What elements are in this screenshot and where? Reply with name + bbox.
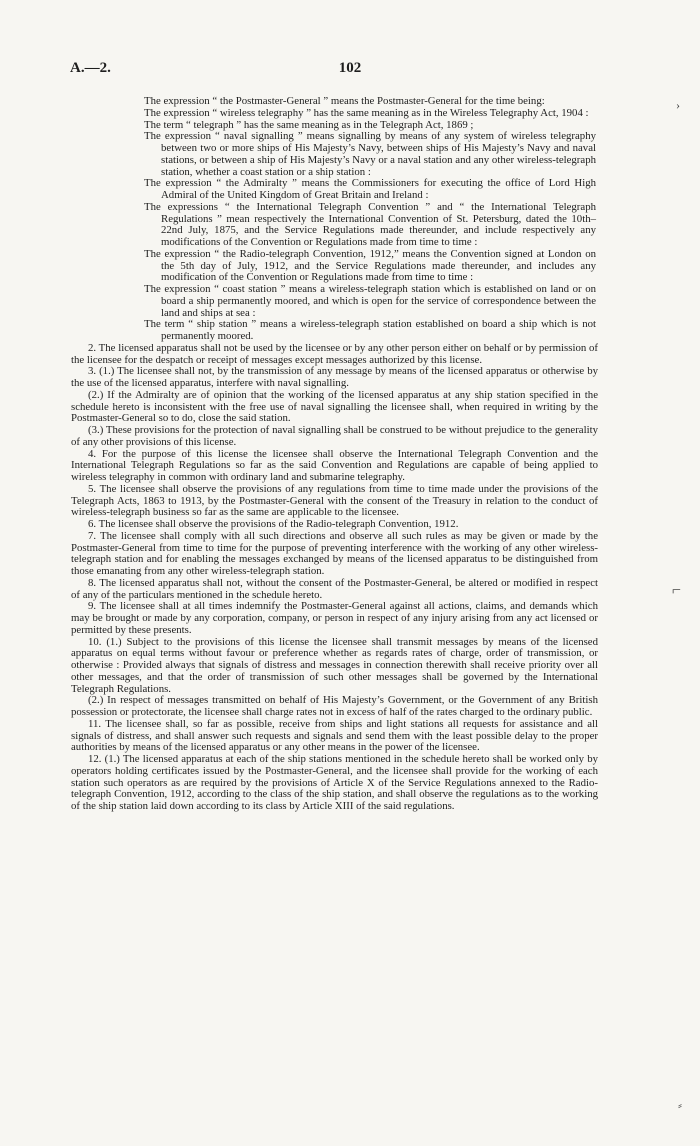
definition-admiralty: The expression “ the Admiralty ” means the Commissioners for executing the office of Lord High Admiral of the United Kingdom of Great Britain and Ireland : (144, 177, 596, 201)
definition-radio-telegraph-convention: The expression “ the Radio-telegraph Convention, 1912,” means the Convention signed at London on the 5th day of July, 1912, and the Service Regulations made thereunder, and includes any modification of the Convention or Regulations made from time to time : (144, 247, 596, 284)
clause-11: 11. The licensee shall, so far as possible, receive from ships and light stations all requests for assistance and all signals of distress, and shall answer such requests and signals and send them with the least possible delay to the proper authorities by means of the licensed apparatus or any other means in the power of the licensee. (71, 717, 598, 754)
clause-2: 2. The licensed apparatus shall not be used by the licensee or by any other person either on behalf or by permission of the licensee for the despatch or receipt of messages except messages authorized by this license. (71, 341, 598, 366)
clause-10-2: (2.) In respect of messages transmitted on behalf of His Majesty’s Government, or the Government of any British possession or protectorate, the licensee shall charge rates not in excess of half of the rates charged to the ordinary public. (71, 694, 598, 718)
clause-3-3: (3.) These provisions for the protection of naval signalling shall be construed to be without prejudice to the generality of any other provisions of this license. (71, 424, 598, 448)
clause-10-1: 10. (1.) Subject to the provisions of this license the licensee shall transmit messages by means of the licensed apparatus on equal terms without favour or preference whether as regards rates of charge, order of transmission, or otherwise : Provided always that signals of distress and messages in connection therewith shall receive priority over all other messages, and that the order of transmission of such other messages shall be governed by the International Telegraph Regulations. (71, 635, 598, 695)
definition-international-telegraph-convention: The expressions “ the International Telegraph Convention ” and “ the International Telegraph Regulations ” mean respectively the International Convention of St. Petersburg, dated the 10th–22nd July, 1875, and the Service Regulations made thereunder, and include respectively any modifications of the Convention or Regulations made from time to time : (144, 200, 596, 248)
clause-4: 4. For the purpose of this license the licensee shall observe the International Telegraph Convention and the International Telegraph Regulations so far as the said Convention and Regulations are capable of being applied to wireless telegraphy in common with ordinary land and submarine telegraphy. (71, 447, 598, 483)
clause-5: 5. The licensee shall observe the provisions of any regulations from time to time made under the provisions of the Telegraph Acts, 1863 to 1913, by the Postmaster-General with the consent of the Treasury in relation to the conduct of wireless-telegraph business so far as the same are applicable to the licensee. (71, 482, 598, 519)
clause-9: 9. The licensee shall at all times indemnify the Postmaster-General against all actions, claims, and demands which may be brought or made by any corporation, company, or person in respect of any injury arising from any act licensed or permitted by these presents. (71, 600, 598, 636)
definition-ship-station: The term “ ship station ” means a wireless-telegraph station established on board a ship which is not permanently moored. (144, 318, 596, 342)
margin-pencil-stroke: ⌐ (672, 582, 682, 599)
definition-wireless-telegraphy: The expression “ wireless telegraphy ” has the same meaning as in the Wireless Telegraphy Act, 1904 : (144, 106, 589, 119)
clause-6: 6. The licensee shall observe the provisions of the Radio-telegraph Convention, 1912. (88, 518, 459, 530)
page-header (70, 60, 630, 86)
definitions-list (116, 96, 596, 343)
definition-naval-signalling: The expression “ naval signalling ” means signalling by means of any system of wireless telegraphy between two or more ships of His Majesty’s Navy, between ships of His Majesty’s Navy and naval stations, or between a ship of His Majesty’s Navy or a naval station and any other wireless-telegraph station, whether a coast station or a ship station : (144, 130, 596, 178)
definition-coast-station: The expression “ coast station ” means a wireless-telegraph station which is established on land or on board a ship permanently moored, and which is open for the service of correspondence between the land and ships at sea : (144, 283, 596, 319)
clause-3-1: 3. (1.) The licensee shall not, by the transmission of any message by means of the licensed apparatus or otherwise by the use of the licensed apparatus, interfere with naval signalling. (71, 365, 598, 389)
clause-3-2: (2.) If the Admiralty are of opinion that the working of the licensed apparatus at any ship station specified in the schedule hereto is inconsistent with the free use of naval signalling the licensee shall, when required in writing by the Postmaster-General so to do, close the said station. (71, 388, 598, 425)
clause-12-1: 12. (1.) The licensed apparatus at each of the ship stations mentioned in the schedule hereto shall be worked only by operators holding certificates issued by the Postmaster-General, and the licensee shall provide for the working of each station such operators as are required by the provisions of Article X of the Service Regulations annexed to the Radio-telegraph Convention, 1912, according to the class of the ship station, and shall observe the regulations as to the working of the ship station laid down according to its class by Article XIII of the said regulations. (71, 753, 598, 812)
margin-mark: › (676, 98, 680, 112)
definition-postmaster-general: The expression “ the Postmaster-General ” means the Postmaster-General for the time being: (144, 95, 545, 107)
document-body (71, 96, 598, 813)
clause-8: 8. The licensed apparatus shall not, without the consent of the Postmaster-General, be altered or modified in respect of any of the particulars mentioned in the schedule hereto. (71, 576, 598, 601)
clause-7: 7. The licensee shall comply with all such directions and observe all such rules as may be given or made by the Postmaster-General from time to time for the purpose of preventing interference with the working of any other wireless-telegraph station and for enabling the messages exchanged by means of the licensed apparatus to be distinguished from those emanating from any other wireless-telegraph station. (71, 529, 598, 577)
document-reference: A.—2. (70, 60, 111, 76)
definition-telegraph: The term “ telegraph ” has the same meaning as in the Telegraph Act, 1869 ; (144, 118, 474, 131)
page-number: 102 (338, 60, 362, 76)
margin-pencil-stroke: ⸗ (678, 1098, 682, 1112)
